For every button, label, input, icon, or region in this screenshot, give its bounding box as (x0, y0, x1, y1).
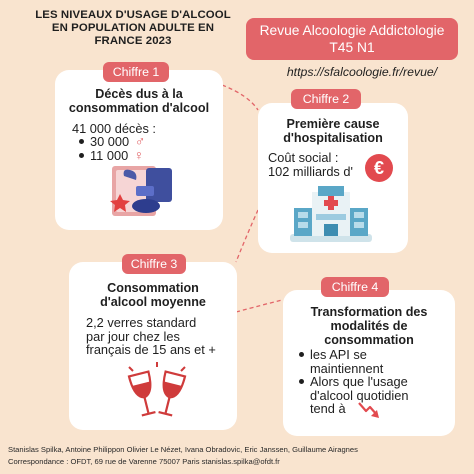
card-1-title-line: Décès dus à la (95, 87, 183, 101)
euro-symbol: € (373, 158, 385, 178)
female-deaths: 11 000 (90, 147, 129, 163)
tag-chiffre-4: Chiffre 4 (321, 277, 389, 297)
male-deaths: 30 000 (90, 134, 130, 149)
card-4-bullet-line: les API se (310, 347, 367, 362)
card-4-bullet-line: maintiennent (310, 360, 384, 376)
card-4-bullet-line: tend à (310, 401, 346, 416)
list-item (76, 146, 145, 163)
footer-correspondence: Correspondance : OFDT, 69 rue de Varenne 75007 Paris stanislas.spilka@ofdt.fr (8, 457, 280, 466)
card-2-cost (268, 151, 353, 178)
page-title-line: LES NIVEAUX D'USAGE D'ALCOOL (35, 9, 231, 21)
tag-chiffre-3: Chiffre 3 (122, 254, 186, 274)
connector-2-3 (236, 210, 258, 262)
page-title-line: EN POPULATION ADULTE EN (51, 22, 215, 34)
footer-authors: Stanislas Spilka, Antoine Philippon Olivier Le Nézet, Ivana Obradovic, Eric Janssen, Guillaume Airagnes (8, 445, 358, 454)
card-1-title-line: consommation d'alcool (68, 101, 210, 115)
card-4-title-line: Transformation des (310, 305, 428, 319)
card-2-title-line: Première cause (286, 117, 380, 131)
card-3-text-line: par jour chez les (86, 328, 180, 344)
journal-name: Revue Alcoologie Addictologie (259, 23, 445, 38)
journal-url[interactable]: https://sfalcoologie.fr/revue/ (286, 65, 438, 79)
card-3-text-line: français de 15 ans et + (86, 342, 216, 357)
connector-3-4 (236, 300, 282, 312)
card-3-title (69, 281, 237, 309)
tag-chiffre-2: Chiffre 2 (291, 89, 361, 109)
card-2-text-line: 102 milliards d' (268, 163, 353, 179)
tag-chiffre-1: Chiffre 1 (103, 62, 169, 82)
card-4-title (283, 305, 455, 347)
card-4-bullet-line: Alors que l'usage (310, 374, 408, 389)
card-4-bullet-line: d'alcool quotidien (310, 387, 409, 403)
card-2-title (258, 117, 408, 145)
euro-icon (364, 153, 394, 183)
list-item (296, 375, 409, 416)
death-illustration-icon (100, 164, 180, 222)
hospital-icon (290, 184, 372, 246)
card-2-title-line: d'hospitalisation (283, 131, 383, 145)
list-item (296, 348, 409, 375)
card-1-breakdown (76, 135, 145, 162)
connector-1-2 (222, 85, 258, 110)
wine-glasses-icon (125, 365, 189, 423)
card-3-title-line: Consommation (107, 281, 199, 295)
card-3-title-line: d'alcool moyenne (100, 295, 206, 309)
page-title-line: FRANCE 2023 (94, 35, 172, 47)
journal-issue: T45 N1 (329, 40, 375, 55)
card-1-title (55, 87, 223, 115)
card-3-text (86, 316, 216, 357)
card-1-total: 41 000 décès : (72, 121, 156, 136)
male-symbol-icon: ♂ (134, 133, 146, 149)
female-symbol-icon: ♀ (133, 146, 145, 163)
card-2-text-line: Coût social : (268, 150, 339, 165)
card-3-text-line: 2,2 verres standard (86, 315, 197, 330)
card-4-bullets (296, 348, 409, 416)
decreasing-trend-icon (358, 401, 380, 419)
card-4-title-line: modalités de (330, 319, 408, 333)
card-4-title-line: consommation (324, 333, 414, 347)
